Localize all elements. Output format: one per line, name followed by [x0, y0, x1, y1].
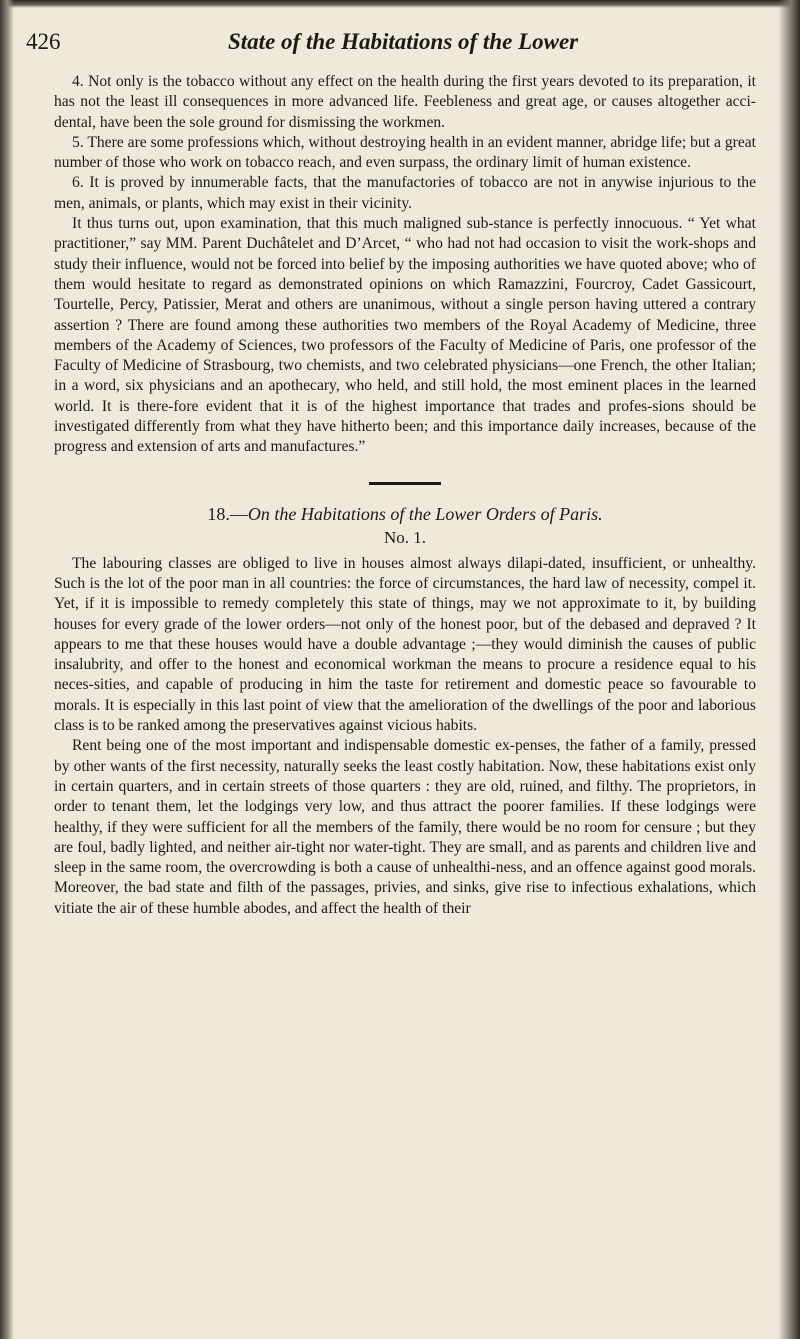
- section-heading: [54, 502, 756, 526]
- section-title: On the Habitations of the Lower Orders of Paris.: [247, 503, 603, 524]
- section-number-prefix: 18.—: [207, 503, 248, 524]
- scan-left-shadow: [0, 0, 14, 1339]
- section-divider: [369, 482, 441, 485]
- paragraph: The labouring classes are obliged to live in houses almost always dilapi-dated, insufficient, or unhealthy. Such is the lot of the poor man in all countries: the force of circumstances, the hard law of necessity, compel it. Yet, if it is impossible to remedy completely this state of things, may we not approximate to it, by building houses for every grade of the lower orders—not only of the honest poor, but of the debased and depraved ? It appears to me that these houses would have a double advantage ;—they would diminish the causes of public insalubrity, and offer to the honest and economical workman the means to procure a residence equal to his neces-sities, and capable of producing in him the taste for retirement and domestic peace so favourable to morals. It is especially in this last point of view that the amelioration of the dwellings of the poor and laborious class is to be ranked among the preservatives against vicious habits.: [54, 554, 756, 735]
- page-body: [54, 72, 756, 919]
- running-head: [26, 22, 746, 62]
- paragraph: 4. Not only is the tobacco without any effect on the health during the first years devoted to its preparation, it has not the least ill consequences in more advanced life. Feebleness and great age, or causes altogether acci-dental, have been the sole ground for dismissing the workmen.: [54, 73, 756, 131]
- running-title: State of the Habitations of the Lower: [228, 29, 579, 54]
- paragraph: It thus turns out, upon examination, that this much maligned sub-stance is perfectly innocuous. “ Yet what practitioner,” say MM. Parent Duchâtelet and D’Arcet, “ who had not had occasion to visit the work-shops and study their influence, would not be forced into belief by the imposing authorities we have quoted above; who of them would hesitate to regard as demonstrated opinions on which Ramazzini, Fourcroy, Cadet Gassicourt, Tourtelle, Percy, Patissier, Merat and others are unanimous, without a single person having uttered a contrary assertion ? There are found among these authorities two members of the Royal Academy of Medicine, three members of the Academy of Sciences, two professors of the Faculty of Medicine of Paris, one professor of the Faculty of Medicine of Strasbourg, two chemists, and two celebrated physicians—one French, the other Italian; in a word, six physicians and an apothecary, who held, and still hold, the most eminent places in the learned world. It is there-fore evident that it is of the highest importance that trades and profes-sions should be investigated differently from what they have hitherto been; and this importance daily increases, because of the progress and extension of arts and manufactures.”: [54, 215, 756, 456]
- paragraph: 5. There are some professions which, without destroying health in an evident manner, abridge life; but a great number of those who work on tobacco reach, and even surpass, the ordinary limit of human existence.: [54, 133, 756, 172]
- paragraphs-bottom: [54, 554, 756, 919]
- paragraphs-top: [54, 72, 756, 458]
- paragraph: 6. It is proved by innumerable facts, that the manufactories of tobacco are not in anywise injurious to the men, animals, or plants, which may exist in their vicinity.: [54, 174, 756, 212]
- paragraph: Rent being one of the most important and indispensable domestic ex-penses, the father of a family, pressed by other wants of the first necessity, naturally seeks the least costly habitation. Now, these habitations exist only in certain quarters, and in certain streets of those quarters : they are old, ruined, and filthy. The proprietors, in order to tenant them, let the lodgings very low, and thus attract the poorer families. If these lodgings were healthy, if they were sufficient for all the members of the family, there would be no room for censure ; but they are foul, badly lighted, and neither air-tight nor water-tight. They are small, and as parents and children live and sleep in the same room, the overcrowding is both a cause of unhealthi-ness, and an offence against good morals. Moreover, the bad state and filth of the passages, privies, and sinks, give rise to infectious exhalations, which vitiate the air of these humble abodes, and affect the health of their: [54, 737, 756, 917]
- section-subtitle: No. 1.: [383, 527, 427, 547]
- scan-top-shadow: [0, 0, 800, 8]
- scan-right-shadow: [778, 0, 800, 1339]
- page-number: 426: [26, 29, 61, 54]
